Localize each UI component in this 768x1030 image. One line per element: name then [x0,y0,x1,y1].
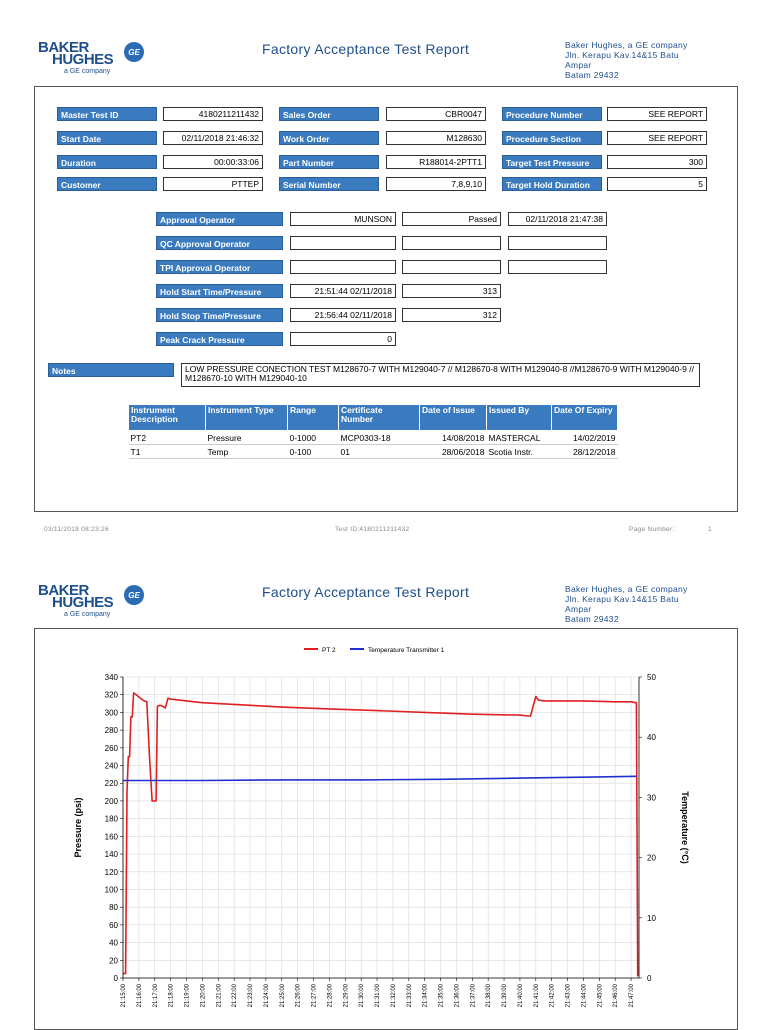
target-hold-duration-value: 5 [607,177,707,191]
notes-text: LOW PRESSURE CONECTION TEST M128670-7 WITH M129040-7 // M128670-8 WITH M129040-8 //M128670-9 WITH M129040-9 // M128670-10 WITH M129040-10 [181,363,700,387]
approval-operator-status: Passed [402,212,501,226]
logo-text-line2: HUGHES [52,594,114,611]
y-tick-label: 140 [104,850,118,860]
y-tick-label: 320 [104,690,118,700]
y-tick-label: 300 [104,708,118,718]
y-tick-label: 20 [109,956,118,966]
table-cell: 28/06/2018 [420,445,487,459]
approval-operator-time: 02/11/2018 21:47:38 [508,212,607,226]
x-tick-label: 21:37:00 [470,984,477,1008]
table-cell: Temp [206,445,288,459]
y-tick-label: 40 [109,938,118,948]
x-tick-label: 21:33:00 [406,984,413,1008]
col-certificate-number: Certificate Number [339,405,420,431]
x-tick-label: 21:17:00 [152,984,159,1008]
qc-approval-operator-label: QC Approval Operator [156,236,283,250]
table-cell: Pressure [206,431,288,445]
y2-tick-label: 40 [647,733,656,743]
approval-operator-label: Approval Operator [156,212,283,226]
y-tick-label: 120 [104,867,118,877]
table-cell: MCP0303-18 [339,431,420,445]
x-tick-label: 21:36:00 [454,984,461,1008]
x-tick-label: 21:28:00 [327,984,334,1008]
hold-start-pressure: 313 [402,284,501,298]
series-line [123,693,638,976]
x-tick-label: 21:19:00 [184,984,191,1008]
y-tick-label: 280 [104,726,118,736]
duration-value: 00:00:33:06 [163,155,263,169]
instrument-table [128,404,618,459]
table-row [129,431,618,445]
procedure-section-label: Procedure Section [502,131,602,145]
work-order-value: M128630 [386,131,486,145]
target-hold-duration-label: Target Hold Duration [502,177,602,191]
footer-timestamp: 03/11/2018 08:23:26 [44,526,109,533]
col-date-of-issue: Date of Issue [420,405,487,431]
notes-label: Notes [48,363,174,377]
serial-number-value: 7,8,9,10 [386,177,486,191]
chart-grid [123,677,639,978]
procedure-number-value: SEE REPORT [607,107,707,121]
company-address: Baker Hughes, a GE company Jln. Kerapu Kav.14&15 Batu Ampar Batam 29432 [565,40,688,80]
hold-start-time: 21:51:44 02/11/2018 [290,284,396,298]
x-tick-label: 21:44:00 [581,984,588,1008]
hold-start-label: Hold Start Time/Pressure [156,284,283,298]
table-cell: MASTERCAL [487,431,552,445]
approval-operator-name: MUNSON [290,212,396,226]
qc-approval-operator-name [290,236,396,250]
x-tick-label: 21:24:00 [263,984,270,1008]
part-number-value: R188014-2PTT1 [386,155,486,169]
legend-label: PT 2 [322,647,336,654]
peak-crack-pressure-value: 0 [290,332,396,346]
tpi-approval-operator-status [402,260,501,274]
x-tick-label: 21:29:00 [343,984,350,1008]
pressure-temperature-chart [34,628,736,1024]
table-cell: 0-100 [288,445,339,459]
report-title: Factory Acceptance Test Report [262,41,470,57]
serial-number-label: Serial Number [279,177,379,191]
y-tick-label: 80 [109,903,118,913]
x-tick-label: 21:30:00 [359,984,366,1008]
col-date-of-expiry: Date Of Expiry [552,405,618,431]
footer-page-label: Page Number: [629,526,675,533]
y-tick-label: 180 [104,814,118,824]
series-line [123,776,636,780]
instrument-table-header [129,405,618,431]
tpi-approval-operator-time [508,260,607,274]
master-test-id-label: Master Test ID [57,107,157,121]
table-row [129,445,618,459]
x-tick-label: 21:45:00 [597,984,604,1008]
y-tick-label: 0 [113,974,118,983]
report-title-page2: Factory Acceptance Test Report [262,584,470,600]
company-logo [38,40,148,80]
table-cell: T1 [129,445,206,459]
legend-label: Temperature Transmitter 1 [368,647,445,654]
x-tick-label: 21:32:00 [390,984,397,1008]
target-test-pressure-value: 300 [607,155,707,169]
y2-axis-title: Temperature (°C) [680,791,690,864]
chart-legend [304,647,445,654]
y2-tick-label: 50 [647,673,656,682]
logo-text-line1: BAKER [38,582,89,599]
y-axis-title: Pressure (psi) [73,797,83,858]
table-cell: 01 [339,445,420,459]
customer-label: Customer [57,177,157,191]
col-instrument-description: Instrument Description [129,405,206,431]
col-instrument-type: Instrument Type [206,405,288,431]
company-logo-page2 [38,583,148,623]
part-number-label: Part Number [279,155,379,169]
target-test-pressure-label: Target Test Pressure [502,155,602,169]
hold-stop-pressure: 312 [402,308,501,322]
footer-test-id: Test ID:4180211211432 [335,526,410,533]
x-tick-label: 21:39:00 [502,984,509,1008]
table-cell: 0-1000 [288,431,339,445]
x-tick-label: 21:20:00 [200,984,207,1008]
x-tick-label: 21:18:00 [168,984,175,1008]
x-tick-label: 21:40:00 [517,984,524,1008]
hold-stop-time: 21:56:44 02/11/2018 [290,308,396,322]
y-tick-label: 340 [104,673,118,682]
y2-tick-label: 0 [647,974,652,983]
x-tick-label: 21:42:00 [549,984,556,1008]
table-cell: 14/02/2019 [552,431,618,445]
start-date-label: Start Date [57,131,157,145]
x-tick-label: 21:46:00 [613,984,620,1008]
logo-text-line1: BAKER [38,39,89,56]
logo-text-line2: HUGHES [52,51,114,68]
table-cell: Scotia Instr. [487,445,552,459]
x-tick-label: 21:31:00 [375,984,382,1008]
x-tick-label: 21:21:00 [216,984,223,1008]
x-tick-label: 21:35:00 [438,984,445,1008]
x-tick-label: 21:16:00 [136,984,143,1008]
y2-tick-label: 10 [647,913,656,923]
x-tick-label: 21:26:00 [295,984,302,1008]
procedure-section-value: SEE REPORT [607,131,707,145]
y-tick-label: 260 [104,743,118,753]
x-tick-label: 21:15:00 [121,984,127,1008]
chart-axes [73,673,690,1007]
y-tick-label: 100 [104,885,118,895]
col-range: Range [288,405,339,431]
company-address-page2: Baker Hughes, a GE company Jln. Kerapu Kav.14&15 Batu Ampar Batam 29432 [565,584,688,624]
start-date-value: 02/11/2018 21:46:32 [163,131,263,145]
y-tick-label: 240 [104,761,118,771]
qc-approval-operator-time [508,236,607,250]
work-order-label: Work Order [279,131,379,145]
y-tick-label: 160 [104,832,118,842]
y2-tick-label: 20 [647,853,656,863]
x-tick-label: 21:34:00 [422,984,429,1008]
peak-crack-pressure-label: Peak Crack Pressure [156,332,283,346]
table-cell: 14/08/2018 [420,431,487,445]
x-tick-label: 21:38:00 [486,984,493,1008]
sales-order-value: CBR0047 [386,107,486,121]
duration-label: Duration [57,155,157,169]
x-tick-label: 21:41:00 [533,984,540,1008]
table-cell: PT2 [129,431,206,445]
hold-stop-label: Hold Stop Time/Pressure [156,308,283,322]
x-tick-label: 21:25:00 [279,984,286,1008]
y-tick-label: 220 [104,779,118,789]
customer-value: PTTEP [163,177,263,191]
y-tick-label: 200 [104,796,118,806]
ge-logo-icon: GE [124,42,144,62]
logo-subtitle: a GE company [64,611,111,618]
tpi-approval-operator-label: TPI Approval Operator [156,260,283,274]
ge-logo-icon: GE [124,585,144,605]
x-tick-label: 21:22:00 [232,984,239,1008]
table-cell: 28/12/2018 [552,445,618,459]
tpi-approval-operator-name [290,260,396,274]
y-tick-label: 60 [109,920,118,930]
chart-series [123,693,638,976]
x-tick-label: 21:23:00 [248,984,255,1008]
sales-order-label: Sales Order [279,107,379,121]
footer-page-number: 1 [708,526,712,533]
y2-tick-label: 30 [647,793,656,803]
col-issued-by: Issued By [487,405,552,431]
logo-subtitle: a GE company [64,68,111,75]
x-tick-label: 21:43:00 [565,984,572,1008]
qc-approval-operator-status [402,236,501,250]
master-test-id-value: 4180211211432 [163,107,263,121]
procedure-number-label: Procedure Number [502,107,602,121]
x-tick-label: 21:27:00 [311,984,318,1008]
x-tick-label: 21:47:00 [629,984,636,1008]
